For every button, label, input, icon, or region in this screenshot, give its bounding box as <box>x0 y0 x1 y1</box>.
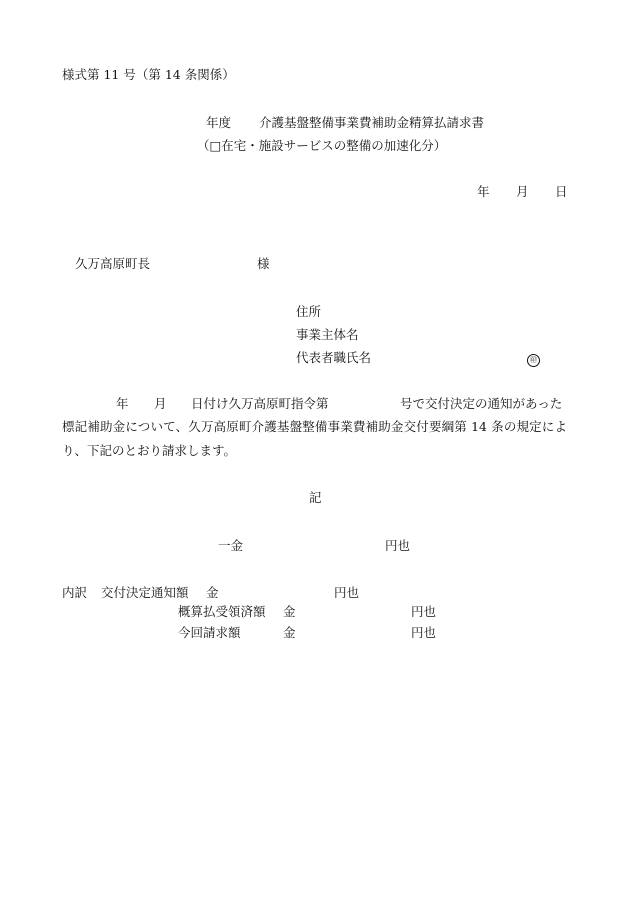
breakdown-heading: 内訳 <box>62 585 88 600</box>
breakdown-row-kin: 金 <box>283 625 296 640</box>
amount-suffix: 円也 <box>385 538 411 553</box>
page-title: 介護基盤整備事業費補助金精算払請求書 <box>259 115 485 130</box>
representative-label: 代表者職氏名 <box>296 350 372 365</box>
seal-mark <box>527 352 540 367</box>
date-day: 日 <box>555 184 568 199</box>
form-number: 様式第 11 号（第 14 条関係） <box>62 67 235 82</box>
addressee-honorific: 様 <box>257 256 270 271</box>
breakdown-row-kin: 金 <box>283 604 296 619</box>
page-subtitle: （□在宅・施設サービスの整備の加速化分） <box>197 138 447 153</box>
date-year: 年 <box>477 184 490 199</box>
body-month: 月 <box>154 396 167 411</box>
breakdown-row-label: 交付決定通知額 <box>101 585 189 600</box>
breakdown-row-label: 今回請求額 <box>178 625 241 640</box>
date-month: 月 <box>516 184 529 199</box>
breakdown-row-yen: 円也 <box>411 625 437 640</box>
title-year-label: 年度 <box>206 115 232 130</box>
breakdown-row-yen: 円也 <box>334 585 360 600</box>
body-line1-middle: 日付け久万高原町指令第 <box>191 396 329 411</box>
ki-heading: 記 <box>309 490 322 505</box>
entity-label: 事業主体名 <box>296 327 359 342</box>
body-paragraph: 標記補助金について、久万高原町介護基盤整備事業費補助金交付要綱第 14 条の規定により、下記のとおり請求します。 <box>62 419 567 458</box>
addressee-name: 久万高原町長 <box>75 256 151 271</box>
amount-prefix: 一金 <box>218 538 244 553</box>
breakdown-row-label: 概算払受領済額 <box>178 604 266 619</box>
breakdown-row-yen: 円也 <box>411 604 437 619</box>
address-label: 住所 <box>296 304 322 319</box>
seal-text: ㊞ <box>527 354 540 367</box>
body-year: 年 <box>116 396 129 411</box>
body-line1-end: 号で交付決定の通知があった <box>400 396 563 411</box>
breakdown-row-kin: 金 <box>206 585 219 600</box>
